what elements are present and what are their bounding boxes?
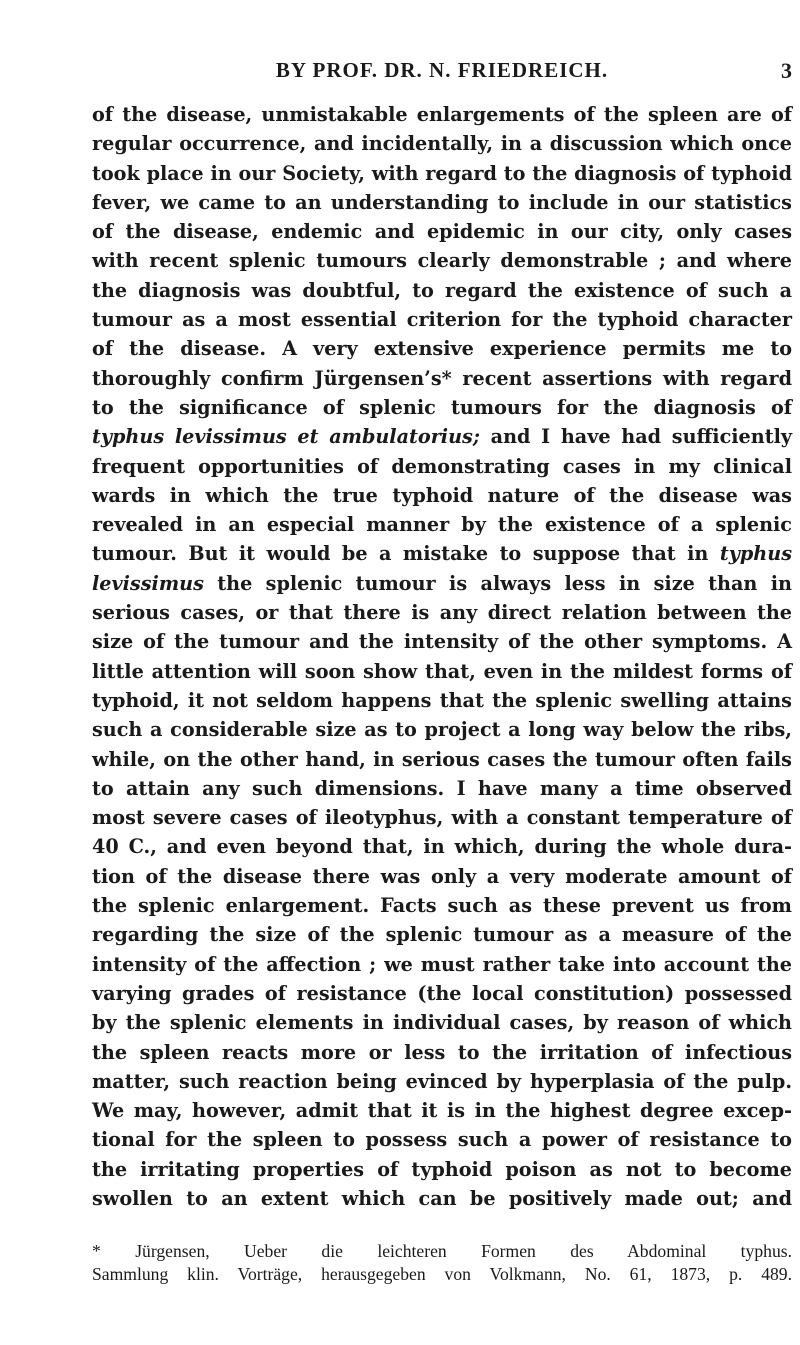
text-line: thoroughly confirm Jürgensen’s* recent assertions with regard <box>92 366 792 390</box>
text-line: regular occurrence, and incidentally, in a discussion which once <box>92 132 792 156</box>
text-line: such a considerable size as to project a long way below the ribs, <box>92 718 792 742</box>
text-line: the diagnosis was doubtful, to regard the existence of such a <box>92 278 792 302</box>
text-line: tion of the disease there was only a very moderate amount of <box>92 864 792 888</box>
text-line: frequent opportunities of demonstrating cases in my clinical <box>92 454 792 478</box>
footnote-line: Sammlung klin. Vorträge, herausgegeben von Volkmann, No. 61, 1873, p. 489. <box>92 1264 792 1284</box>
italic-phrase: typhus levissimus et ambulatorius; <box>92 425 480 449</box>
text-line: We may, however, admit that it is in the highest degree excep- <box>92 1099 792 1123</box>
text-line-italic-mixed <box>92 539 792 568</box>
text-line: revealed in an especial manner by the existence of a splenic <box>92 513 792 537</box>
text-line: most severe cases of ileotyphus, with a constant temperature of <box>92 806 792 830</box>
text-line: little attention will soon show that, even in the mildest forms of <box>92 659 792 683</box>
text-line: matter, such reaction being evinced by hyperplasia of the pulp. <box>92 1069 792 1093</box>
text-line: wards in which the true typhoid nature of the disease was <box>92 483 792 507</box>
body-text <box>92 100 792 1213</box>
text-line: 40 C., and even beyond that, in which, during the whole dura- <box>92 835 792 859</box>
text-line: of the disease, unmistakable enlargements of the spleen are of <box>92 103 792 126</box>
text-line: with recent splenic tumours clearly demonstrable ; and where <box>92 249 792 273</box>
text-line-italic-mixed <box>92 569 792 598</box>
text-line: to the significance of splenic tumours for the diagnosis of <box>92 395 792 419</box>
italic-phrase: typhus <box>719 542 792 566</box>
text-line: serious cases, or that there is any direct relation between the <box>92 601 792 625</box>
text-segment: the splenic tumour is always less in size than in <box>203 571 792 595</box>
text-segment: tumour. But it would be a mistake to suppose that in <box>92 542 720 566</box>
text-line: typhoid, it not seldom happens that the splenic swelling attains <box>92 688 792 712</box>
text-line: size of the tumour and the intensity of the other symptoms. A <box>92 630 792 654</box>
text-line: fever, we came to an understanding to include in our statistics <box>92 190 792 214</box>
text-line: while, on the other hand, in serious cases the tumour often fails <box>92 747 792 771</box>
text-line: tional for the spleen to possess such a power of resistance to <box>92 1128 792 1152</box>
text-line: varying grades of resistance (the local constitution) possessed <box>92 981 792 1005</box>
footnote-line: * Jürgensen, Ueber die leichteren Formen des Abdominal typhus. <box>92 1241 792 1261</box>
text-line: intensity of the affection ; we must rather take into account the <box>92 952 792 976</box>
text-line: by the splenic elements in individual cases, by reason of which <box>92 1011 792 1035</box>
running-head <box>92 58 792 88</box>
text-line: regarding the size of the splenic tumour as a measure of the <box>92 923 792 947</box>
text-line: took place in our Society, with regard to the diagnosis of typhoid <box>92 161 792 185</box>
text-line: tumour as a most essential criterion for the typhoid character <box>92 308 792 332</box>
text-line: swollen to an extent which can be positively made out; and <box>92 1186 792 1210</box>
page-number: 3 <box>781 58 792 83</box>
text-line-italic-mixed <box>92 422 792 451</box>
text-line: the spleen reacts more or less to the irritation of infectious <box>92 1040 792 1064</box>
text-line: the irritating properties of typhoid poison as not to become <box>92 1157 792 1181</box>
italic-phrase: levissimus <box>92 571 204 595</box>
footnote <box>92 1240 792 1286</box>
text-segment: and I have had sufficiently <box>479 425 793 449</box>
text-line: the splenic enlargement. Facts such as these prevent us from <box>92 894 792 918</box>
text-line: of the disease. A very extensive experience permits me to <box>92 337 792 361</box>
text-line: to attain any such dimensions. I have many a time observed <box>92 776 792 800</box>
text-line: of the disease, endemic and epidemic in our city, only cases <box>92 220 792 244</box>
running-title: BY PROF. DR. N. FRIEDREICH. <box>275 58 609 82</box>
